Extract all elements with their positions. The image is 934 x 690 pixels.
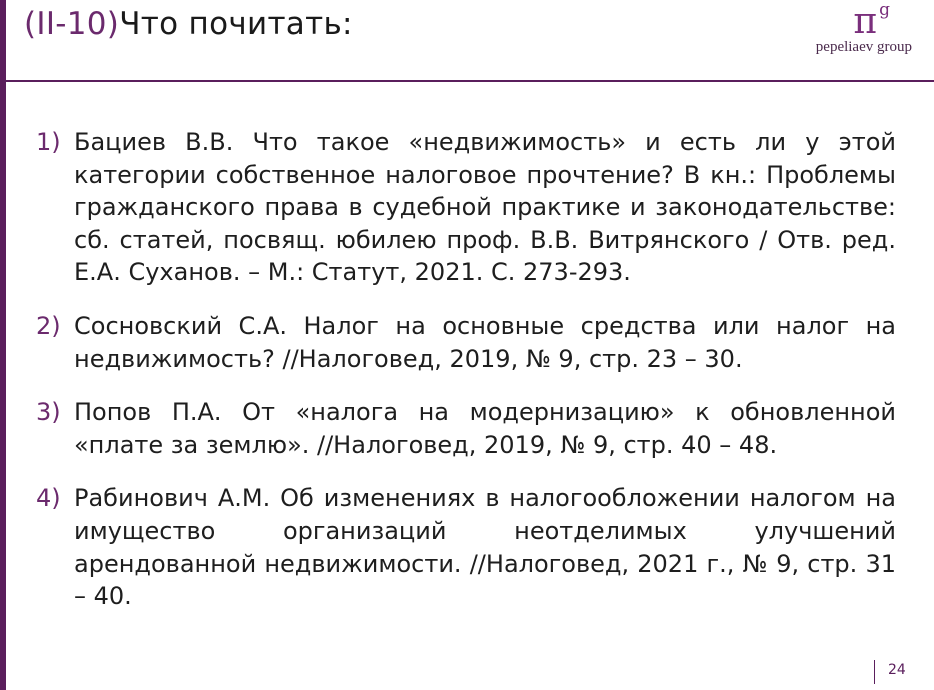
pepeliaev-group-logo [802, 0, 912, 62]
reference-text: Попов П.А. От «налога на модернизацию» к обновленной «плате за землю». //Налоговед, 2019, № 9, стр. 40 – 48. [74, 398, 896, 459]
reference-text: Бациев В.В. Что такое «недвижимость» и есть ли у этой категории собственное налоговое прочтение? В кн.: Проблемы гражданского права в судебной практике и законодательстве: сб. статей, посвящ. юбилею проф. В.В. Витрянского / Отв. ред. Е.А. Суханов. – М.: Статут, 2021. С. 273-293. [74, 128, 896, 287]
reference-number: 2) [36, 311, 61, 340]
reference-text: Рабинович А.М. Об изменениях в налогообложении налогом на имущество организаций неотделимых улучшений арендованной недвижимости. //Налоговед, 2021 г., № 9, стр. 31 – 40. [74, 484, 896, 611]
reference-item [36, 126, 896, 289]
page-number: 24 [888, 662, 906, 678]
slide-title [24, 6, 353, 42]
logo-pi-mark: π [853, 1, 877, 42]
reference-text: Сосновский С.А. Налог на основные средства или налог на недвижимость? //Налоговед, 2019, № 9, стр. 23 – 30. [74, 311, 896, 373]
reference-item [36, 482, 896, 612]
reference-number: 4) [36, 484, 61, 513]
logo-text: pepeliaev group [815, 39, 912, 55]
reference-list [36, 126, 896, 634]
slide-title-text: Что почитать: [119, 6, 353, 42]
title-divider [0, 80, 934, 82]
reference-number: 1) [36, 128, 61, 156]
reference-number: 3) [36, 398, 61, 427]
reference-item [36, 396, 896, 461]
reference-item [36, 310, 896, 375]
logo-g-superscript: g [879, 0, 890, 20]
left-accent-bar [0, 0, 6, 690]
page-number-separator [874, 660, 875, 684]
slide-title-prefix: (II-10) [24, 6, 120, 42]
